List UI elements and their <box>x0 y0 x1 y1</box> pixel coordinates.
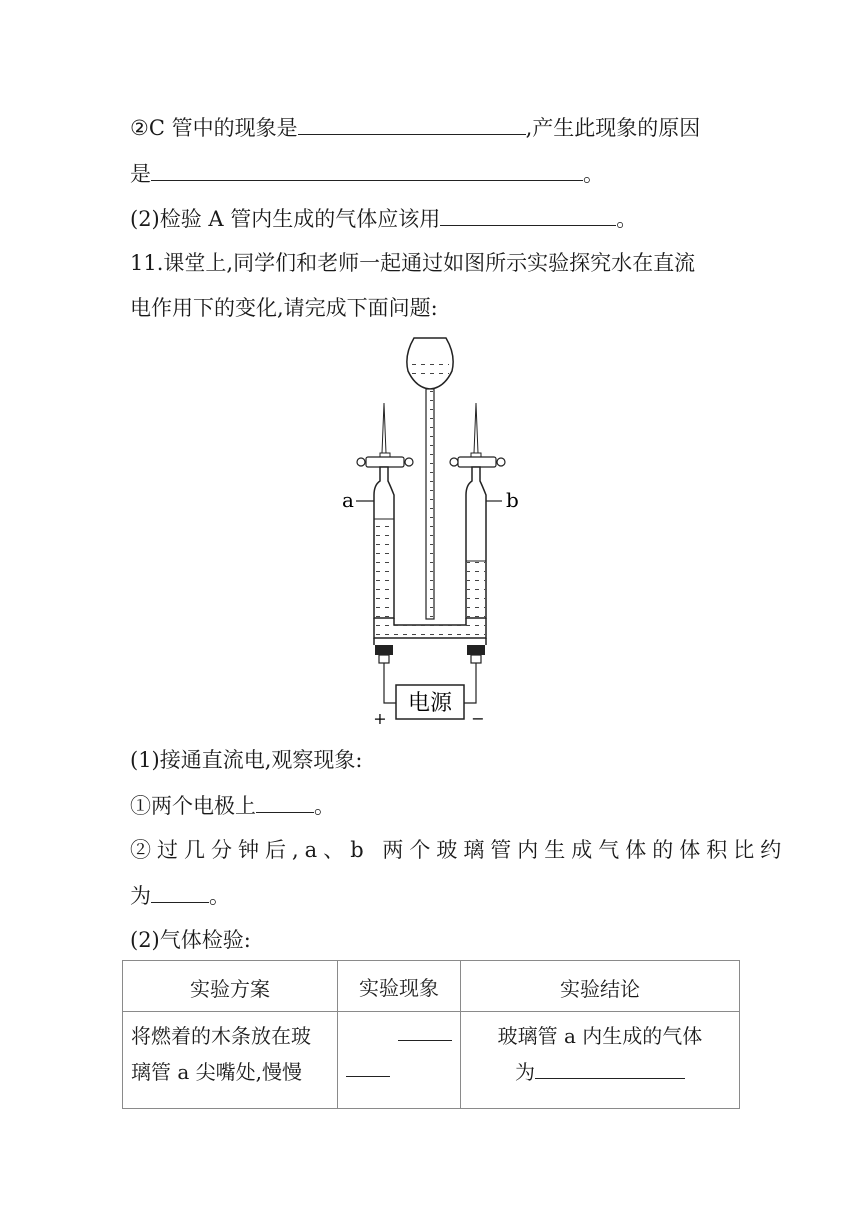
cell-conclusion: 玻璃管 a 内生成的气体 为 <box>461 1012 740 1109</box>
answer-blank[interactable] <box>398 1018 452 1041</box>
answer-blank[interactable] <box>298 112 526 135</box>
answer-blank[interactable] <box>535 1056 685 1079</box>
answer-blank[interactable] <box>256 790 314 813</box>
tube-b-label: b <box>506 488 519 512</box>
glass-tube-b <box>450 403 505 618</box>
question-11-part-1-item-2: ②过几分钟后,a、b 两个玻璃管内生成气体的体积比约 <box>130 838 788 862</box>
glass-tube-a <box>357 403 413 618</box>
electrode-left <box>375 645 393 663</box>
question-11-part-1: (1)接通直流电,观察现象: <box>130 748 363 772</box>
answer-blank[interactable] <box>440 203 616 226</box>
tube-a-label: a <box>342 488 354 512</box>
question-11-part-2: (2)气体检验: <box>130 928 251 952</box>
funnel <box>407 338 453 619</box>
power-supply-label: 电源 <box>407 691 453 716</box>
question-11-part-1-item-1: ①两个电极上 。 <box>130 790 335 821</box>
header-phenomenon: 实验现象 <box>338 961 461 1012</box>
connecting-tube <box>374 618 486 645</box>
answer-blank[interactable] <box>346 1054 390 1077</box>
question-11-part-1-item-2-cont: 为 。 <box>130 880 230 911</box>
answer-blank[interactable] <box>151 880 209 903</box>
electrode-right <box>467 645 485 663</box>
plus-terminal-label: + <box>373 709 387 728</box>
table-row <box>123 1012 740 1109</box>
text-line-c-tube: ②C 管中的现象是 ,产生此现象的原因 <box>130 112 700 143</box>
gas-test-table <box>122 960 740 1109</box>
cell-plan: 将燃着的木条放在玻 璃管 a 尖嘴处,慢慢 <box>123 1012 338 1109</box>
cell-phenomenon <box>338 1012 461 1109</box>
text-line-reason: 是 。 <box>130 158 604 189</box>
header-plan: 实验方案 <box>123 961 338 1012</box>
header-conclusion: 实验结论 <box>461 961 740 1012</box>
minus-terminal-label: − <box>471 709 485 728</box>
table-header-row <box>123 961 740 1012</box>
electrolysis-apparatus-diagram <box>330 333 520 728</box>
answer-blank[interactable] <box>151 158 583 181</box>
question-11-line-2: 电作用下的变化,请完成下面问题: <box>130 296 438 320</box>
question-11-line-1: 11.课堂上,同学们和老师一起通过如图所示实验探究水在直流 <box>130 251 696 275</box>
text-line-test-gas-a: (2)检验 A 管内生成的气体应该用 。 <box>130 203 637 234</box>
